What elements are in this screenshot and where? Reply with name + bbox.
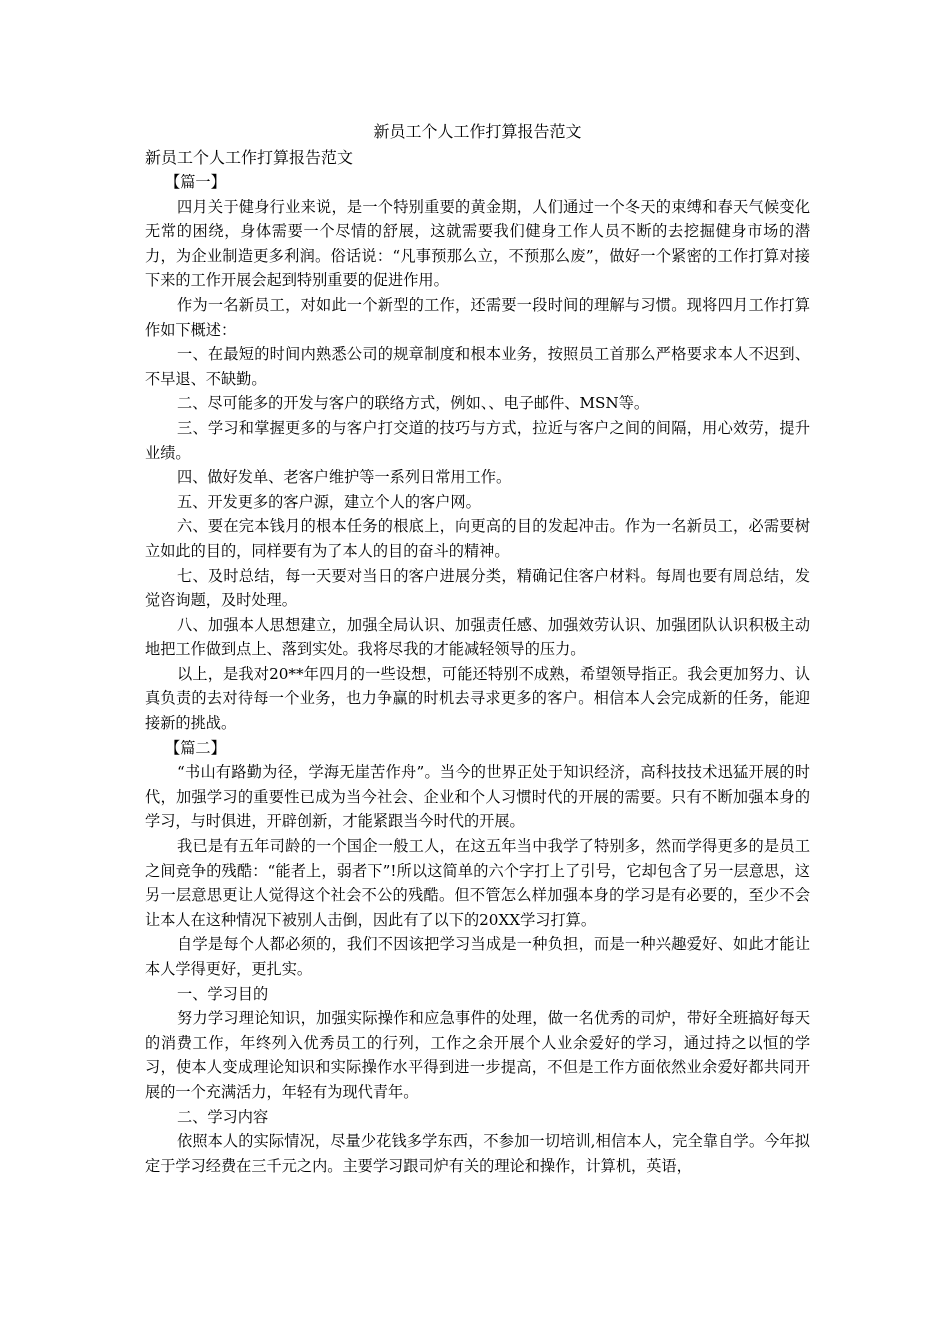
document-subtitle: 新员工个人工作打算报告范文 (145, 148, 354, 167)
paragraph: “书山有路勤为径，学海无崖苦作舟”。当今的世界正处于知识经济，高科技技术迅猛开展的时代，加强学习的重要性已成为当今社会、企业和个人习惯时代的开展的需要。只有不断加强本身的学习，与时俱进，开辟创新，才能紧跟当今时代的开展。 (145, 763, 810, 831)
paragraph: 努力学习理论知识，加强实际操作和应急事件的处理，做一名优秀的司炉，带好全班搞好每天的消费工作，年终列入优秀员工的行列，工作之余开展个人业余爱好的学习，通过持之以恒的学习，使本人变成理论知识和实际操作水平得到进一步提高，不但是工作方面依然业余爱好都共同开展的一个充满活力，年轻有为现代青年。 (145, 1009, 810, 1101)
paragraph: 作为一名新员工，对如此一个新型的工作，还需要一段时间的理解与习惯。现将四月工作打算作如下概述： (145, 295, 810, 339)
paragraph: 五、开发更多的客户源，建立个人的客户网。 (177, 492, 481, 511)
paragraph: 四月关于健身行业来说，是一个特别重要的黄金期，人们通过一个冬天的束缚和春天气候变化无常的困绕，身体需要一个尽情的舒展，这就需要我们健身工作人员不断的去挖掘健身市场的潜力，为企业制造更多利润。俗话说：“凡事预那么立，不预那么废”，做好一个紧密的工作打算对接下来的工作开展会起到特别重要的促进作用。 (145, 197, 810, 290)
section-heading-1: 【篇一】 (165, 173, 226, 191)
paragraph: 一、在最短的时间内熟悉公司的规章制度和根本业务，按照员工首那么严格要求本人不迟到、不早退、不缺勤。 (145, 345, 810, 388)
paragraph: 七、及时总结，每一天要对当日的客户进展分类，精确记住客户材料。每周也要有周总结，发觉咨询题，及时处理。 (145, 566, 810, 610)
document-title: 新员工个人工作打算报告范文 (373, 122, 582, 141)
document-page (145, 120, 810, 1178)
paragraph: 六、要在完本钱月的根本任务的根底上，向更高的目的发起冲击。作为一名新员工，必需要树立如此的目的，同样要有为了本人的目的奋斗的精神。 (145, 517, 810, 560)
subheading-learning-goal: 一、学习目的 (177, 984, 269, 1003)
paragraph: 我已是有五年司龄的一个国企一般工人，在这五年当中我学了特别多，然而学得更多的是员工之间竞争的残酷：“能者上，弱者下”!所以这简单的六个字打上了引号，它却包含了另一层意思，这另一层意思更让人觉得这个社会不公的残酷。但不管怎么样加强本身的学习是有必要的，至少不会让本人在这种情况下被别人击倒，因此有了以下的20XX学习打算。 (145, 837, 810, 929)
paragraph: 二、尽可能多的开发与客户的联络方式，例如、、电子邮件、MSN等。 (177, 394, 650, 413)
paragraph: 三、学习和掌握更多的与客户打交道的技巧与方式，拉近与客户之间的间隔，用心效劳，提升业绩。 (145, 418, 810, 462)
paragraph: 自学是每个人都必须的，我们不因该把学习当成是一种负担，而是一种兴趣爱好、如此才能让本人学得更好，更扎实。 (145, 935, 810, 978)
paragraph: 八、加强本人思想建立，加强全局认识、加强责任感、加强效劳认识、加强团队认识积极主动地把工作做到点上、落到实处。我将尽我的才能减轻领导的压力。 (145, 615, 810, 659)
paragraph: 依照本人的实际情况，尽量少花钱多学东西，不参加一切培训,相信本人，完全靠自学。今年拟定于学习经费在三千元之内。主要学习跟司炉有关的理论和操作，计算机，英语， (145, 1132, 810, 1175)
paragraph: 以上，是我对20**年四月的一些设想，可能还特别不成熟，希望领导指正。我会更加努力、认真负责的去对待每一个业务，也力争赢的时机去寻求更多的客户。相信本人会完成新的任务，能迎接新的挑战。 (145, 664, 810, 733)
subheading-learning-content: 二、学习内容 (177, 1107, 269, 1126)
section-heading-2: 【篇二】 (165, 738, 226, 757)
paragraph: 四、做好发单、老客户维护等一系列日常用工作。 (177, 468, 512, 487)
